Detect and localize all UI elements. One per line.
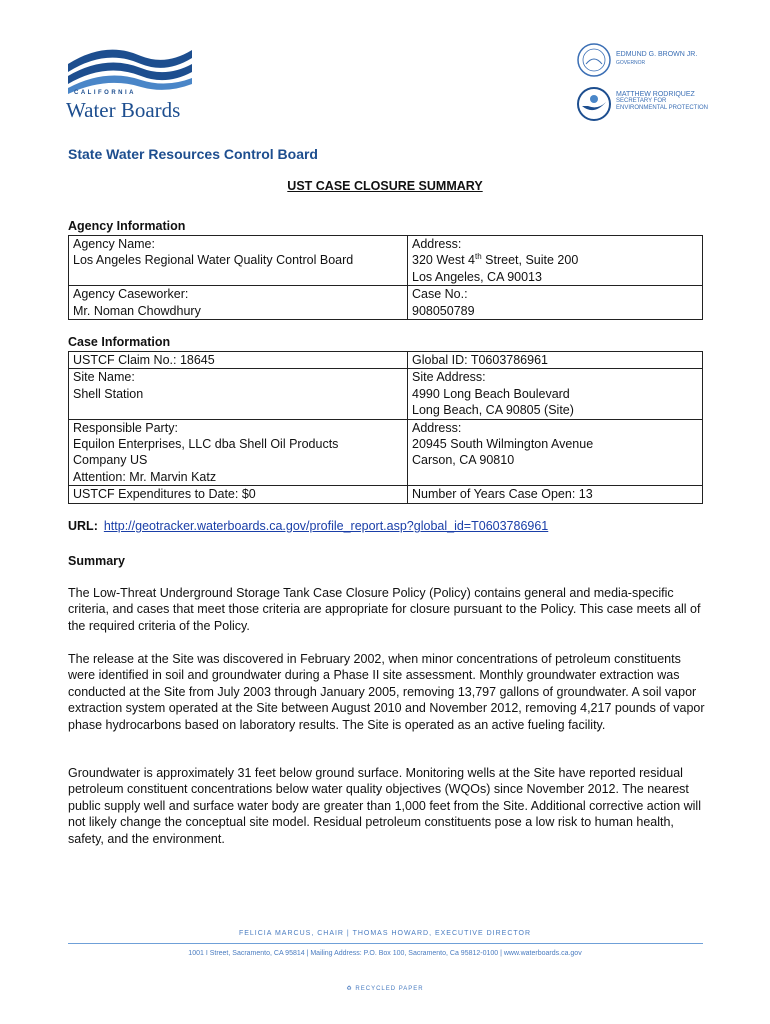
logo-water-boards-text: Water Boards <box>66 98 181 122</box>
agency-name-cell <box>69 236 408 286</box>
summary-paragraph-1: The Low-Threat Underground Storage Tank Case Closure Policy (Policy) contains general and media-specific criteria, and cases that meet those criteria are appropriate for closure pursuant to the Policy. This case meets all of the required criteria of the Policy. <box>68 586 701 633</box>
case-table <box>68 351 703 504</box>
responsible-party-line-2: Company US <box>73 453 148 468</box>
agency-name-value: Los Angeles Regional Water Quality Control Board <box>73 253 354 268</box>
case-heading: Case Information <box>68 335 171 349</box>
logo-california-text: CALIFORNIA <box>74 90 136 96</box>
url-label: URL: <box>68 519 98 533</box>
geotracker-link[interactable]: http://geotracker.waterboards.ca.gov/profile_report.asp?global_id=T0603786961 <box>103 519 549 533</box>
responsible-party-line-1: Equilon Enterprises, LLC dba Shell Oil Products <box>73 437 339 452</box>
responsible-party-label: Responsible Party: <box>73 420 178 435</box>
expenditures: USTCF Expenditures to Date: $0 <box>69 486 408 503</box>
secretary-name: MATTHEW RODRIQUEZ <box>616 91 695 98</box>
site-name-label: Site Name: <box>73 370 135 385</box>
site-name-cell <box>69 369 408 419</box>
rp-address-line-1: 20945 South Wilmington Avenue <box>412 437 594 452</box>
footer-officers: FELICIA MARCUS, CHAIR | THOMAS HOWARD, EXECUTIVE DIRECTOR <box>238 930 532 937</box>
governor-name: EDMUND G. BROWN JR. <box>616 51 698 58</box>
address-street-rest: Street, Suite 200 <box>481 253 579 268</box>
summary-paragraph-2: The release at the Site was discovered in February 2002, when minor concentrations of petroleum constituents were identified in soil and groundwater during a Phase II site assessment. Monthly groundwater extraction was conducted at the Site from July 2003 through January 2005, removing 13,797 gallons of groundwater. A soil vapor extraction system operated at the Site between August 2010 and November 2012, removing 4,217 pounds of vapor phase hydrocarbons based on laboratory results. The Site is operated as an active fueling facility. <box>68 652 705 732</box>
claim-number: USTCF Claim No.: 18645 <box>69 352 408 369</box>
site-name-value: Shell Station <box>73 386 144 401</box>
site-address-line-1: 4990 Long Beach Boulevard <box>412 386 570 401</box>
rp-address-cell <box>408 419 703 486</box>
summary-heading: Summary <box>68 554 125 568</box>
agency-address-cell <box>408 236 703 286</box>
address-street-number: 320 West 4 <box>412 253 476 268</box>
years-open: Number of Years Case Open: 13 <box>408 486 703 503</box>
recycle-icon: ♻ <box>346 986 353 992</box>
caseworker-label: Agency Caseworker: <box>73 287 189 302</box>
site-address-label: Site Address: <box>412 370 486 385</box>
responsible-party-line-3: Attention: Mr. Marvin Katz <box>73 469 217 484</box>
agency-name-label: Agency Name: <box>73 237 155 251</box>
caseworker-cell <box>69 286 408 320</box>
secretary-title-2: ENVIRONMENTAL PROTECTION <box>616 105 709 111</box>
governor-block <box>616 50 697 68</box>
recycled-paper-text: RECYCLED PAPER <box>355 986 424 992</box>
governor-title: GOVERNOR <box>616 60 646 66</box>
footer-address: 1001 I Street, Sacramento, CA 95814 | Mailing Address: P.O. Box 100, Sacramento, Ca 95812-0100 | www.waterboards.ca.gov <box>188 950 582 957</box>
agency-table <box>68 235 703 320</box>
calepa-seal-icon <box>576 86 612 122</box>
site-address-cell <box>408 369 703 419</box>
agency-address-line-1 <box>412 252 698 268</box>
responsible-party-cell <box>69 419 408 486</box>
california-seal-icon <box>576 42 612 78</box>
case-number-cell <box>408 286 703 320</box>
agency-heading: Agency Information <box>68 219 186 233</box>
case-number-label: Case No.: <box>412 287 468 302</box>
caseworker-value: Mr. Noman Chowdhury <box>73 303 201 318</box>
site-address-line-2: Long Beach, CA 90805 (Site) <box>412 403 574 418</box>
global-id: Global ID: T0603786961 <box>408 352 703 369</box>
document-title: UST CASE CLOSURE SUMMARY <box>287 179 483 193</box>
address-superscript: th <box>475 252 482 262</box>
recycled-paper-note <box>0 985 770 992</box>
summary-paragraph-3: Groundwater is approximately 31 feet below ground surface. Monitoring wells at the Site have reported residual petroleum constituent concentrations below water quality objectives (WQOs) since November 2012. The nearest public supply well and surface water body are greater than 1,000 feet from the Site. Additional corrective action will not likely change the conceptual site model. Residual petroleum constituents pose a low risk to human health, safety, and the environment. <box>68 766 701 846</box>
secretary-title-1: SECRETARY FOR <box>616 98 667 104</box>
agency-address-label: Address: <box>412 237 462 251</box>
rp-address-label: Address: <box>412 420 462 435</box>
secretary-block <box>616 91 708 112</box>
board-name: State Water Resources Control Board <box>68 146 318 162</box>
agency-address-line-2: Los Angeles, CA 90013 <box>412 269 542 284</box>
rp-address-line-2: Carson, CA 90810 <box>412 453 515 468</box>
footer-divider <box>68 943 703 944</box>
url-line <box>68 519 548 533</box>
case-number-value: 908050789 <box>412 303 475 318</box>
